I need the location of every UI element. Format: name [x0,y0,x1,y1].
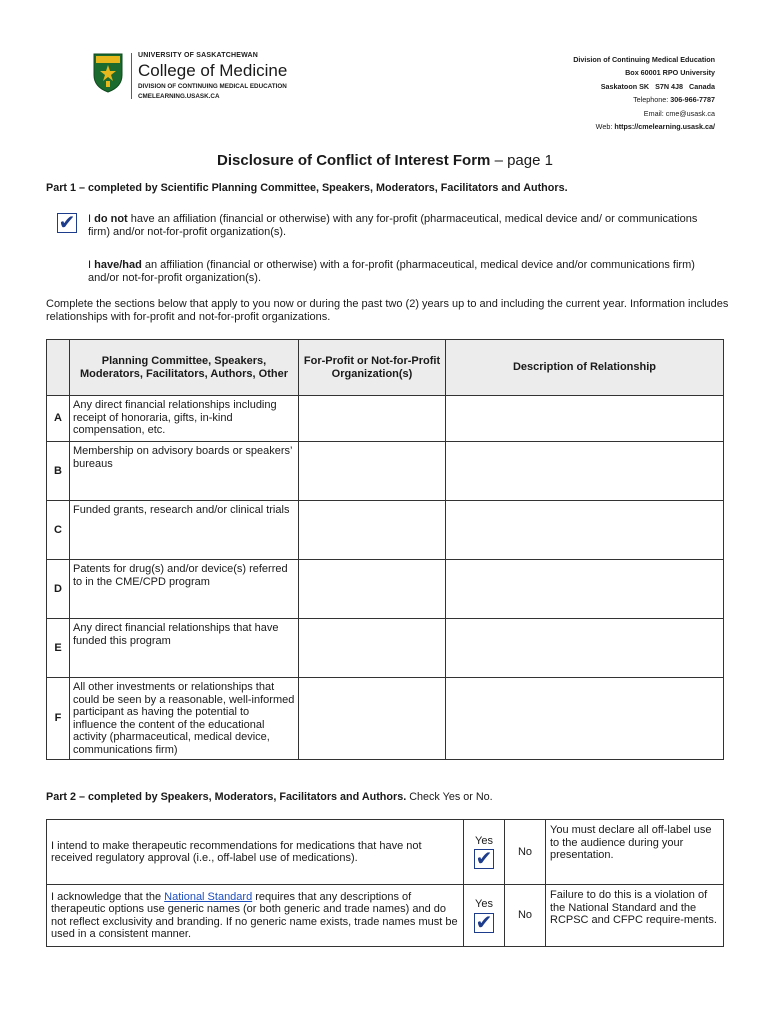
logo-divider [131,53,132,99]
email-value[interactable]: cme@usask.ca [665,108,715,118]
row-letter: F [47,678,70,760]
web-label: Web: [595,122,615,132]
yes-label: Yes [475,834,493,847]
description-cell[interactable] [446,678,724,760]
email-label: Email: [643,108,666,118]
contact-email [573,107,715,120]
description-cell[interactable] [446,501,724,560]
organization-cell[interactable] [299,396,446,442]
part1-heading: Part 1 – completed by Scientific Planning Committee, Speakers, Moderators, Facilitators and Authors. [46,182,568,194]
letter-header [47,340,70,396]
national-standard-statement [47,885,464,947]
instructions-text: Complete the sections below that apply to you now or during the past two (2) years up to and including the current year. Information includes relationships with for-profit and not-for-profit organizations. [46,298,729,323]
university-crest-icon [93,53,123,93]
table-row [47,560,724,619]
part2-heading-rest: Check Yes or No. [406,791,493,803]
organization-header: For-Profit or Not-for-Profit Organization(s) [299,340,446,396]
row-category: Membership on advisory boards or speakers’ bureaus [70,442,299,501]
contact-org: Division of Continuing Medical Education [573,55,715,64]
telephone-label: Telephone: [633,95,671,105]
opt1-post: have an affiliation (financial or otherwise) with any for-profit (pharmaceutical, medical device and/ or communications firm) and/or not-for-profit organization(s). [88,213,698,238]
page-title [0,152,770,169]
yes-label: Yes [475,898,493,911]
national-standard-link[interactable]: National Standard [164,890,253,903]
yes-checkbox[interactable] [474,913,494,933]
row-letter: D [47,560,70,619]
statement-post: requires that any descriptions of therapeutic options use generic names (or both generic and trade names) and do not reflect exclusivity and branding. If no generic name exists, trade names must be used in a consistent manner. [51,890,458,940]
no-option-cell[interactable] [505,885,546,947]
row-letter: C [47,501,70,560]
description-cell[interactable] [446,442,724,501]
description-cell[interactable] [446,396,724,442]
contact-telephone [573,93,715,106]
college-name: College of Medicine [138,61,288,80]
organization-cell[interactable] [299,619,446,678]
opt1-bold: do not [94,213,128,225]
violation-note: Failure to do this is a violation of the National Standard and the RCPSC and CFPC require-ments. [546,885,724,947]
checkmark-icon: ✔ [475,848,493,871]
row-letter: B [47,442,70,501]
table-row [47,820,724,885]
offlabel-note: You must declare all off-label use to the audience during your presentation. [546,820,724,885]
opt1-pre: I [88,213,95,225]
disclosure-table [46,339,724,760]
offlabel-statement: I intend to make therapeutic recommendations for medications that have not received regulatory approval (i.e., off-label use of medications). [47,820,464,885]
row-category: Patents for drug(s) and/or device(s) referred to in the CME/CPD program [70,560,299,619]
university-name: UNIVERSITY OF SASKATCHEWAN [138,52,259,59]
no-label: No [517,909,533,922]
organization-cell[interactable] [299,501,446,560]
table-row [47,501,724,560]
opt2-post: an affiliation (financial or otherwise) with a for-profit (pharmaceutical, medical device and/or communications firm) and/or not-for-profit organization(s). [88,259,695,284]
organization-cell[interactable] [299,560,446,619]
yes-checkbox[interactable] [474,849,494,869]
row-category: Funded grants, research and/or clinical trials [70,501,299,560]
contact-city: Saskatoon SK S7N 4J8 Canada [600,81,715,91]
telephone-value: 306-966-7787 [670,95,715,105]
organization-cell[interactable] [299,442,446,501]
no-affiliation-checkbox[interactable] [57,213,77,233]
title-rest: – page 1 [490,152,553,169]
web-value[interactable]: https://cmelearning.usask.ca/ [614,122,715,132]
row-category: Any direct financial relationships that have funded this program [70,619,299,678]
title-bold: Disclosure of Conflict of Interest Form [217,152,491,169]
contact-block [573,53,715,133]
row-category: Any direct financial relationships including receipt of honoraria, gifts, in-kind compensation, etc. [70,396,299,442]
statement-pre: I acknowledge that the [51,890,165,903]
has-affiliation-text [88,259,708,284]
table-row [47,396,724,442]
site-url: CMELEARNING.USASK.CA [138,93,220,101]
college-logo [138,52,287,101]
yes-option-cell[interactable] [464,820,505,885]
description-cell[interactable] [446,619,724,678]
table-row [47,619,724,678]
row-letter: E [47,619,70,678]
table-row [47,442,724,501]
opt2-bold: have/had [94,259,142,271]
part2-heading [46,791,493,803]
description-cell[interactable] [446,560,724,619]
description-header: Description of Relationship [446,340,724,396]
yes-option-cell[interactable] [464,885,505,947]
table-row [47,678,724,760]
no-label: No [517,845,533,858]
acknowledgement-table [46,819,724,947]
category-header: Planning Committee, Speakers, Moderators, Facilitators, Authors, Other [70,340,299,396]
row-category: All other investments or relationships that could be seen by a reasonable, well-informed participant as having the potential to influence the content of the educational activity (pharmaceutical, medical device, communications firm) [70,678,299,760]
no-option-cell[interactable] [505,820,546,885]
no-affiliation-text [88,213,708,238]
part2-heading-bold: Part 2 – completed by Speakers, Moderators, Facilitators and Authors. [46,791,407,803]
contact-box: Box 60001 RPO University [625,68,715,78]
table-row [47,885,724,947]
checkmark-icon: ✔ [58,212,76,234]
checkmark-icon: ✔ [475,911,493,934]
row-letter: A [47,396,70,442]
opt2-pre: I [88,259,95,271]
division-name: DIVISION OF CONTINUING MEDICAL EDUCATION [138,83,287,90]
organization-cell[interactable] [299,678,446,760]
contact-web [573,120,715,133]
